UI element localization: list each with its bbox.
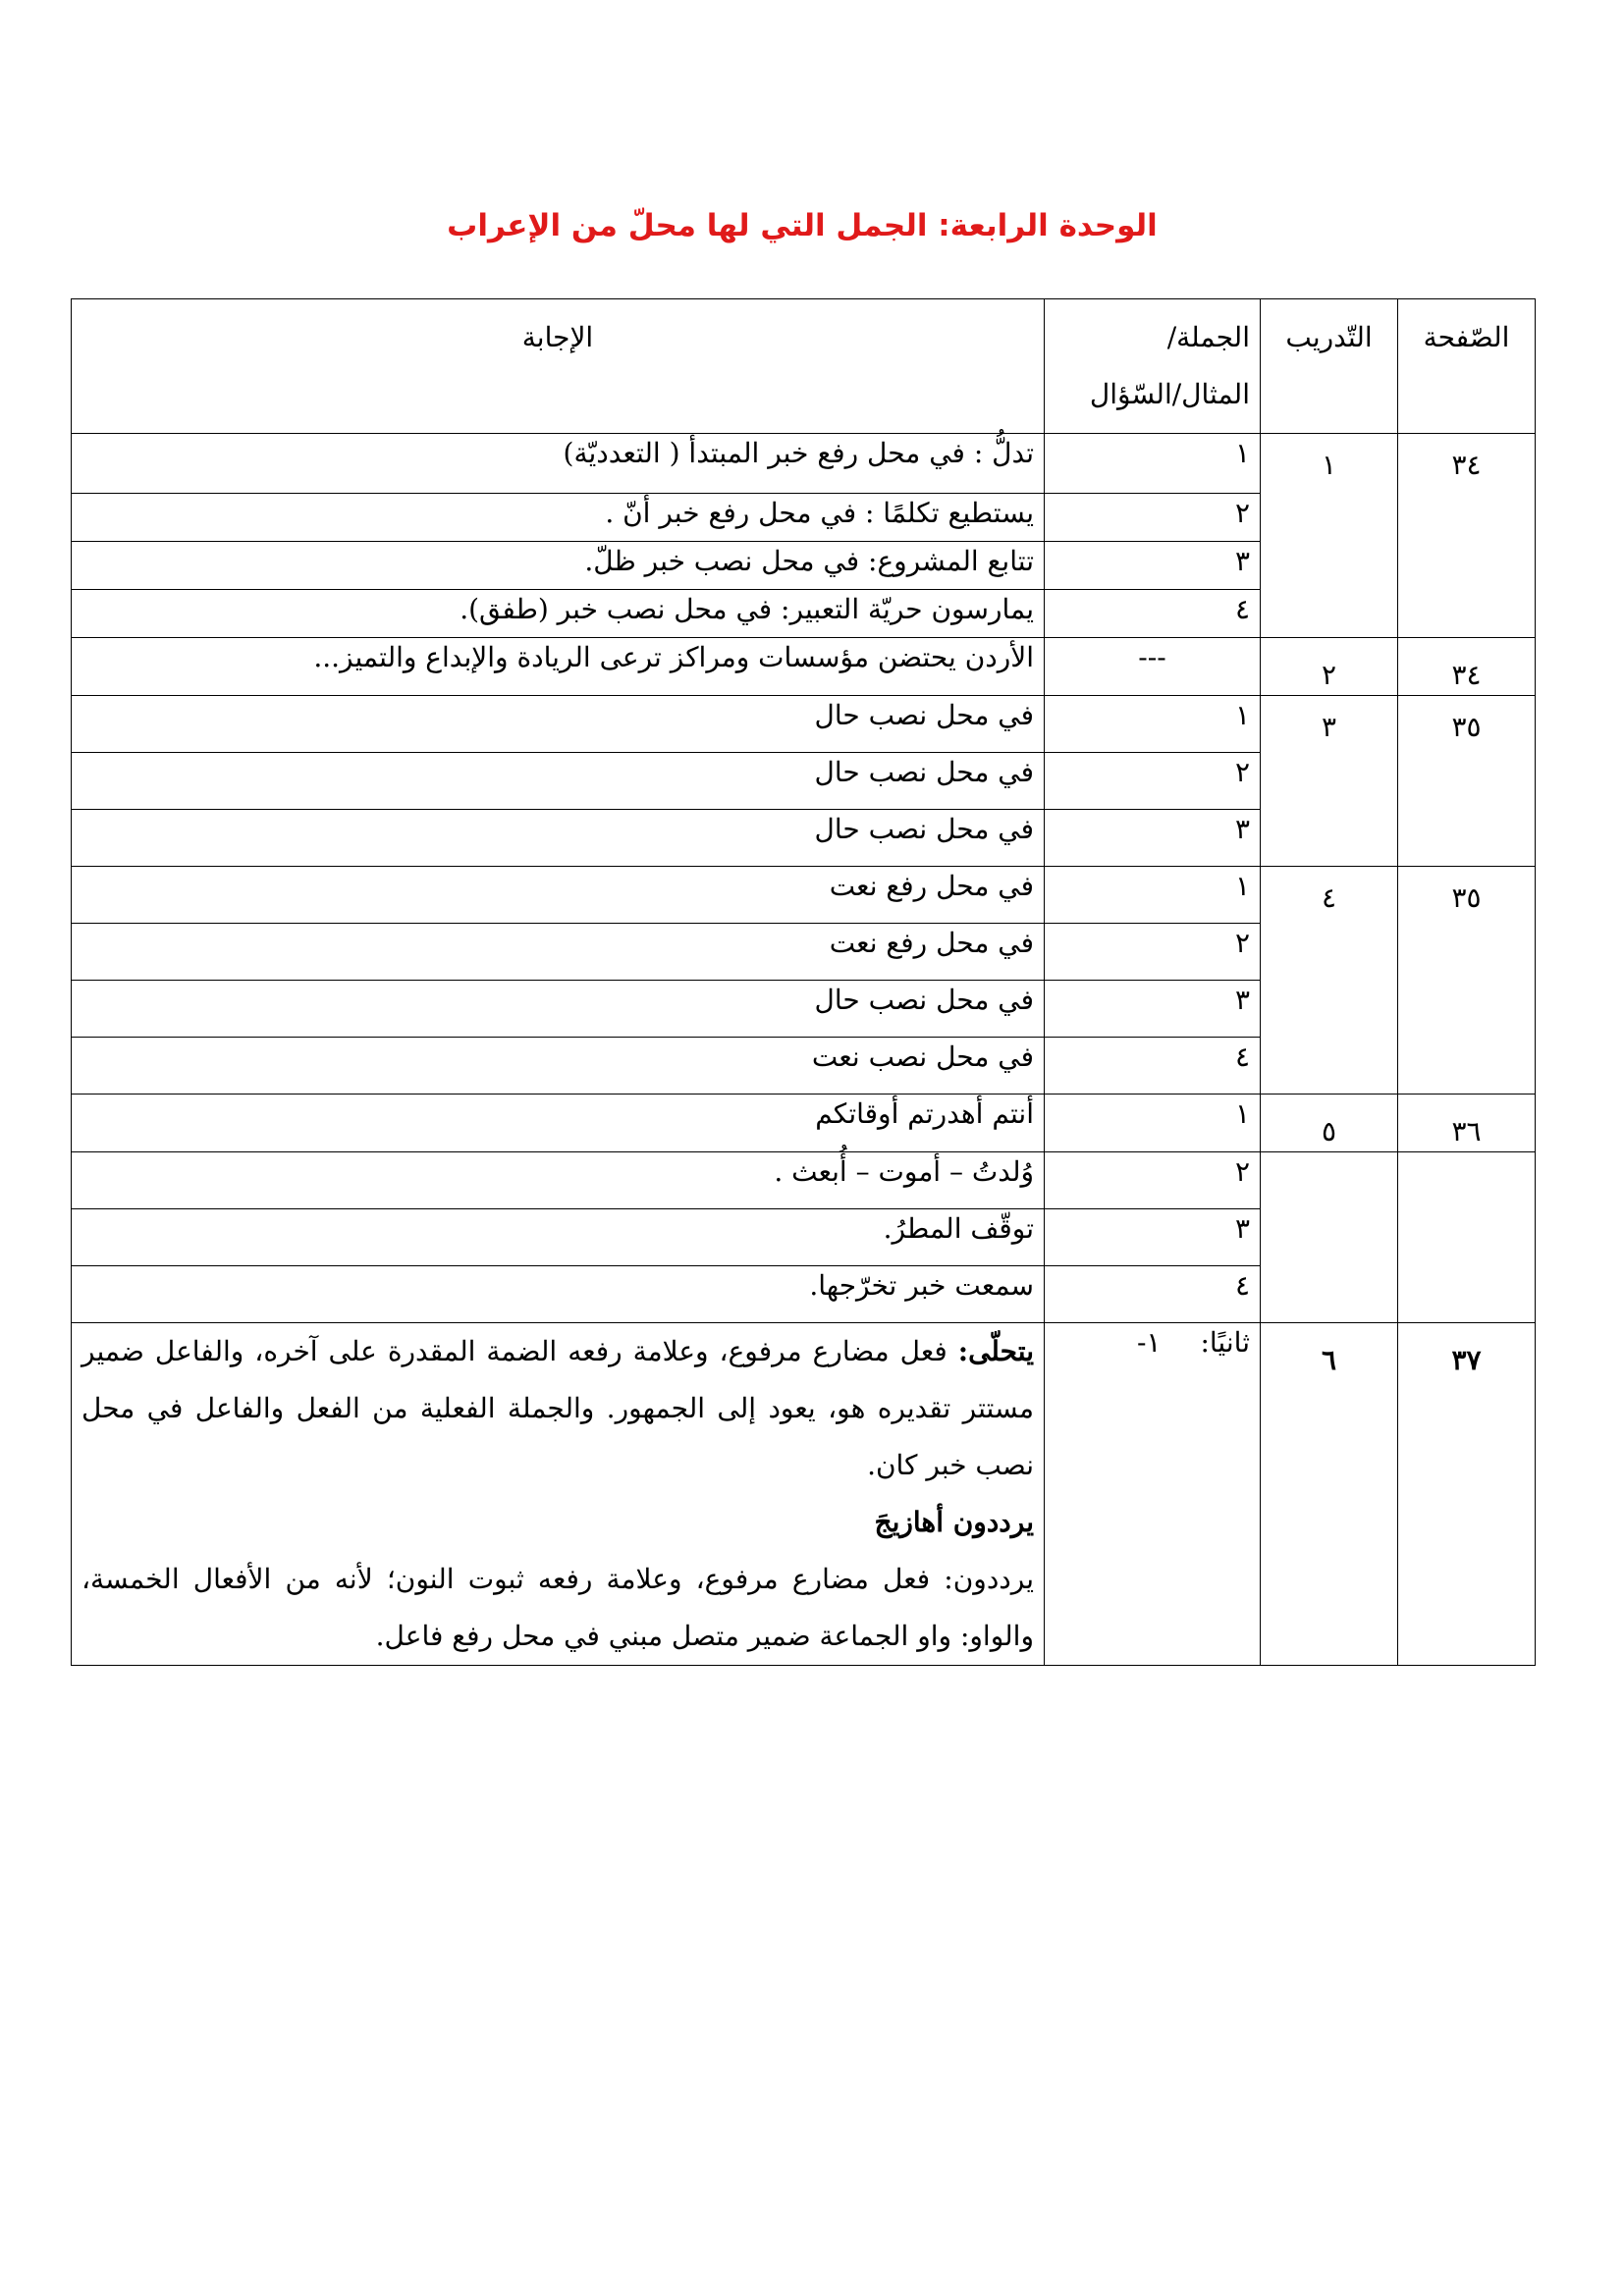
exercise-cell: ٥: [1261, 1095, 1398, 1152]
answer-cell: في محل نصب نعت: [72, 1038, 1045, 1095]
answer-cell: أنتم أهدرتم أوقاتكم: [72, 1095, 1045, 1152]
answers-table: [71, 298, 1536, 1666]
sentence-cell: ٣: [1045, 1209, 1261, 1266]
header-answer: الإجابة: [72, 299, 1045, 434]
sentence-cell: [1045, 1323, 1261, 1666]
sentence-cell: ٣: [1045, 810, 1261, 867]
answer-text: فعل مضارع مرفوع، وعلامة رفعه الضمة المقدرة على آخره، والفاعل ضمير مستتر تقديره هو، يعود إلى الجمهور. والجملة الفعلية من الفعل والفاعل في محل نصب خبر كان.: [81, 1335, 1034, 1481]
table-row: [72, 867, 1536, 924]
sentence-cell: ١: [1045, 696, 1261, 753]
table-row: [72, 434, 1536, 494]
answer-cell: [72, 1323, 1045, 1666]
answer-paragraph: يرددون: فعل مضارع مرفوع، وعلامة رفعه ثبوت النون؛ لأنه من الأفعال الخمسة، والواو: واو الجماعة ضمير متصل مبني في محل رفع فاعل.: [81, 1563, 1034, 1652]
page-cell: ٣٤: [1398, 638, 1536, 696]
answer-term: يتحلّى:: [957, 1335, 1034, 1367]
sentence-cell: ٢: [1045, 924, 1261, 981]
exercise-cell: ٦: [1261, 1323, 1398, 1666]
answer-cell: وُلدتُ – أموت – أُبعث .: [72, 1152, 1045, 1209]
sentence-cell: ٤: [1045, 590, 1261, 638]
page-cell: ٣٦: [1398, 1095, 1536, 1152]
answer-cell: في محل نصب حال: [72, 981, 1045, 1038]
item-number: ١-: [1136, 1326, 1162, 1359]
sentence-cell: ٣: [1045, 981, 1261, 1038]
answer-cell: تتابع المشروع: في محل نصب خبر ظلّ.: [72, 542, 1045, 590]
sentence-cell: ٣: [1045, 542, 1261, 590]
section-label: ثانيًا:: [1200, 1326, 1250, 1359]
answer-cell: في محل نصب حال: [72, 696, 1045, 753]
table-row: [72, 1323, 1536, 1666]
sentence-cell: ٢: [1045, 494, 1261, 542]
page-cell: ٣٥: [1398, 867, 1536, 1095]
exercise-cell: ١: [1261, 434, 1398, 638]
sentence-cell: ٢: [1045, 1152, 1261, 1209]
exercise-cell-empty: [1261, 1152, 1398, 1323]
answer-cell: في محل رفع نعت: [72, 867, 1045, 924]
exercise-cell: ٣: [1261, 696, 1398, 867]
answer-cell: تدلُّ : في محل رفع خبر المبتدأ ( التعدديّة): [72, 434, 1045, 494]
exercise-cell: ٤: [1261, 867, 1398, 1095]
sentence-cell: ٤: [1045, 1038, 1261, 1095]
sentence-cell: ٢: [1045, 753, 1261, 810]
exercise-cell: ٢: [1261, 638, 1398, 696]
sentence-cell: ١: [1045, 434, 1261, 494]
answer-subheading: يرددون أهازيجَ: [874, 1506, 1034, 1538]
answer-cell: يمارسون حريّة التعبير: في محل نصب خبر (طفق).: [72, 590, 1045, 638]
page-cell: ٣٧: [1398, 1323, 1536, 1666]
answer-cell: الأردن يحتضن مؤسسات ومراكز ترعى الريادة والإبداع والتميز...: [72, 638, 1045, 696]
table-row: [72, 696, 1536, 753]
answer-cell: سمعت خبر تخرّجها.: [72, 1266, 1045, 1323]
answer-cell: توقّف المطرُ.: [72, 1209, 1045, 1266]
page-cell-empty: [1398, 1152, 1536, 1323]
table-row: [72, 1152, 1536, 1209]
header-exercise: التّدريب: [1261, 299, 1398, 434]
sentence-cell: ---: [1045, 638, 1261, 696]
table-header-row: [72, 299, 1536, 434]
answer-cell: في محل نصب حال: [72, 810, 1045, 867]
sentence-cell: ١: [1045, 867, 1261, 924]
table-row: [72, 638, 1536, 696]
answer-cell: في محل نصب حال: [72, 753, 1045, 810]
page-cell: ٣٤: [1398, 434, 1536, 638]
header-sentence: الجملة/ المثال/السّؤال: [1045, 299, 1261, 434]
page-cell: ٣٥: [1398, 696, 1536, 867]
sentence-cell: ١: [1045, 1095, 1261, 1152]
answer-paragraph: [81, 1323, 1034, 1494]
answer-cell: في محل رفع نعت: [72, 924, 1045, 981]
page-title: الوحدة الرابعة: الجمل التي لها محلّ من الإعراب: [447, 208, 1158, 243]
answer-cell: يستطيع تكلمًا : في محل رفع خبر أنّ .: [72, 494, 1045, 542]
header-page: الصّفحة: [1398, 299, 1536, 434]
sentence-cell: ٤: [1045, 1266, 1261, 1323]
table-row: [72, 1095, 1536, 1152]
